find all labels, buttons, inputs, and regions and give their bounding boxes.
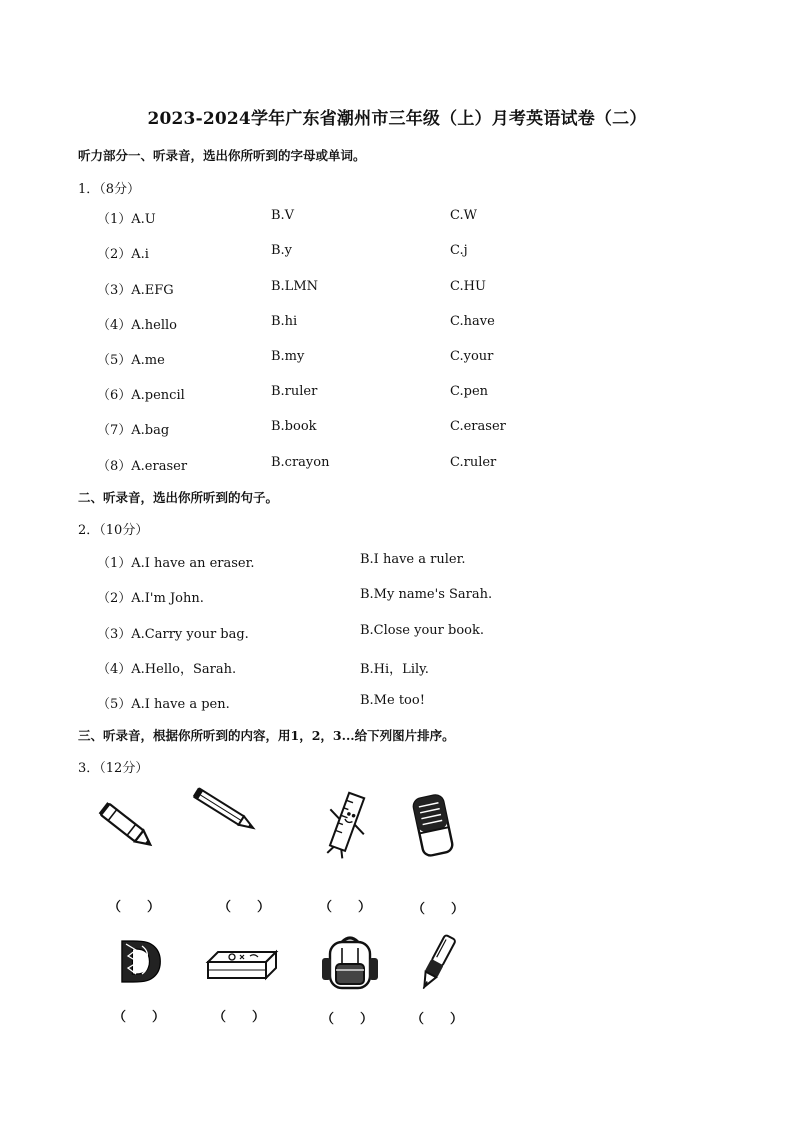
q1-item-5: [0, 349, 794, 369]
option-c: C.have: [450, 314, 495, 329]
option-c: C.HU: [450, 279, 486, 294]
option-a: （5）A.me: [97, 353, 165, 368]
question1-number: 1．（8分）: [78, 182, 141, 197]
part2-heading: 二、听录音，选出你所听到的句子。: [78, 490, 279, 505]
option-a: （8）A.eraser: [97, 459, 188, 474]
option-c: C.eraser: [450, 419, 506, 434]
q1-item-2: [0, 243, 794, 263]
option-b: B.Me too!: [360, 693, 425, 708]
answer-blank[interactable]: （ ）: [321, 1012, 374, 1027]
option-a: （2）A.I'm John.: [97, 591, 204, 606]
answer-blank[interactable]: （ ）: [319, 900, 372, 915]
q2-item-4: [0, 658, 794, 678]
answer-blank[interactable]: （ ）: [113, 1010, 166, 1025]
option-b: B.ruler: [271, 384, 318, 399]
option-a: （6）A.pencil: [97, 388, 185, 403]
q1-item-7: [0, 419, 794, 439]
option-b: B.My name's Sarah.: [360, 587, 493, 602]
option-b: B.my: [271, 349, 305, 364]
q1-item-6: [0, 384, 794, 404]
option-b: B.LMN: [271, 279, 319, 294]
q2-item-3: [0, 623, 794, 643]
q2-item-2: [0, 587, 794, 607]
schoolbag-picture: [320, 934, 380, 992]
q2-item-5: [0, 693, 794, 713]
q1-item-3: [0, 279, 794, 299]
letter-d-picture: [110, 932, 170, 988]
exam-title: 2023-2024学年广东省潮州市三年级（上）月考英语试卷（二）: [147, 109, 647, 129]
q1-item-4: [0, 314, 794, 334]
option-b: B.Hi，Lily.: [360, 662, 429, 677]
q1-item-1: [0, 208, 794, 228]
q2-item-1: [0, 552, 794, 572]
answer-blank[interactable]: （ ）: [411, 1012, 464, 1027]
option-c: C.your: [450, 349, 494, 364]
pen-picture: [414, 932, 460, 994]
eraser-picture: [410, 790, 460, 860]
question2-number: 2．（10分）: [78, 523, 149, 538]
option-a: （4）A.hello: [97, 318, 177, 333]
pencil-box-picture: [204, 948, 280, 982]
letter-d-glyph: D: [116, 932, 164, 988]
option-b: B.I have a ruler.: [360, 552, 466, 567]
option-c: C.j: [450, 243, 468, 258]
option-b: B.V: [271, 208, 295, 223]
pencil-picture: [190, 784, 262, 838]
option-c: C.W: [450, 208, 477, 223]
option-a: （1）A.I have an eraser.: [97, 556, 255, 571]
option-b: B.Close your book.: [360, 623, 484, 638]
ruler-picture: [318, 790, 376, 860]
option-b: B.crayon: [271, 455, 330, 470]
option-b: B.y: [271, 243, 293, 258]
q1-item-8: [0, 455, 794, 475]
option-a: （7）A.bag: [97, 423, 170, 438]
option-c: C.pen: [450, 384, 489, 399]
option-a: （4）A.Hello，Sarah.: [97, 662, 237, 677]
option-b: B.book: [271, 419, 317, 434]
option-a: （3）A.Carry your bag.: [97, 627, 249, 642]
option-c: C.ruler: [450, 455, 497, 470]
answer-blank[interactable]: （ ）: [218, 900, 271, 915]
answer-blank[interactable]: （ ）: [108, 900, 161, 915]
option-a: （3）A.EFG: [97, 283, 174, 298]
part1-heading: 听力部分一、听录音，选出你所听到的字母或单词。: [78, 148, 366, 163]
option-a: （2）A.i: [97, 247, 149, 262]
answer-blank[interactable]: （ ）: [412, 902, 465, 917]
option-a: （1）A.U: [97, 212, 156, 227]
option-a: （5）A.I have a pen.: [97, 697, 230, 712]
answer-blank[interactable]: （ ）: [213, 1010, 266, 1025]
part3-heading: 三、听录音，根据你所听到的内容，用1，2，3...给下列图片排序。: [78, 728, 455, 743]
question3-number: 3．（12分）: [78, 761, 149, 776]
option-b: B.hi: [271, 314, 298, 329]
crayon-picture: [92, 795, 166, 861]
